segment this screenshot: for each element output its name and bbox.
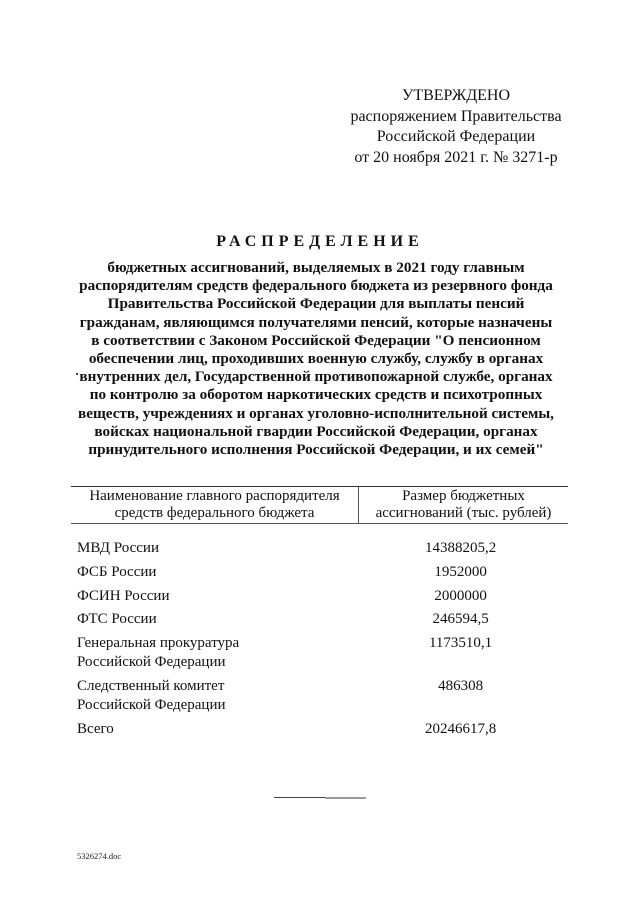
recipient-name: Генеральная прокуратура Российской Федерации xyxy=(77,635,240,670)
approval-line: распоряжением Правительства xyxy=(350,107,562,125)
subtitle-line: в соответствии с Законом Российской Федерации "О пенсионном xyxy=(91,331,541,349)
total-value: 20246617,8 xyxy=(424,721,497,738)
total-label: Всего xyxy=(77,721,114,738)
header-recipient xyxy=(71,487,359,523)
amount-value: 486308 xyxy=(438,678,484,695)
header-amount-line: ассигнований (тыс. рублей) xyxy=(375,505,552,521)
subtitle-line: гражданам, являющимся получателями пенсий, которые назначены xyxy=(79,313,553,331)
subtitle-line: распорядителям средств федерального бюджета из резервного фонда xyxy=(79,277,553,295)
subtitle-line: по контролю за оборотом наркотических средств и психотропных xyxy=(89,386,543,404)
table-row-total xyxy=(77,720,568,739)
approval-line: Российской Федерации xyxy=(376,128,536,145)
recipient-name: Следственный комитет Российской Федерации xyxy=(77,678,226,713)
document-filename: 5326274.doc xyxy=(77,851,122,861)
table-row xyxy=(77,539,568,558)
subtitle-line: принудительного исполнения Российской Федерации, и их семей" xyxy=(88,441,544,459)
subtitle-line: обеспечении лиц, проходивших военную службу, службу в органах xyxy=(88,350,544,368)
amount-value: 14388205,2 xyxy=(424,540,497,556)
table-row xyxy=(77,610,568,629)
header-recipient-line: средств федерального бюджета xyxy=(114,505,315,521)
amount-value: 2000000 xyxy=(434,587,487,604)
header-recipient-line: Наименование главного распорядителя xyxy=(89,488,340,504)
table-body xyxy=(77,539,568,744)
approval-stamp xyxy=(340,86,572,168)
recipient-name: МВД России xyxy=(77,540,159,556)
subtitle-line: внутренних дел, Государственной противопожарной службе, органах xyxy=(79,368,553,386)
header-amount-line: Размер бюджетных xyxy=(402,488,525,504)
subtitle-line: войсках национальной гвардии Российской Федерации, органах xyxy=(94,422,538,440)
table-header xyxy=(71,486,568,524)
table-row xyxy=(77,587,568,606)
approval-date-number: от 20 ноября 2021 г. № 3271-р xyxy=(354,148,558,166)
recipient-name: ФСБ России xyxy=(77,563,157,580)
table-row xyxy=(77,563,568,582)
subtitle-line: веществ, учреждениях и органах уголовно-исполнительной системы, xyxy=(78,404,554,422)
subtitle-line: Правительства Российской Федерации для выплаты пенсий xyxy=(107,295,525,313)
table-row xyxy=(77,677,568,714)
amount-value: 246594,5 xyxy=(432,611,489,628)
amount-value: 1173510,1 xyxy=(428,635,493,652)
document-title: РАСПРЕДЕЛЕНИЕ xyxy=(216,233,424,250)
subtitle-line: бюджетных ассигнований, выделяемых в 2021 году главным xyxy=(107,259,525,276)
document-subtitle xyxy=(60,259,572,459)
recipient-name: ФСИН России xyxy=(77,587,170,604)
closing-rule-scan-tail xyxy=(325,797,366,799)
header-amount xyxy=(359,487,568,523)
recipient-name: ФТС России xyxy=(77,611,157,628)
approval-heading: УТВЕРЖДЕНО xyxy=(401,87,510,104)
scan-artifact xyxy=(76,373,78,375)
amount-value: 1952000 xyxy=(434,563,487,580)
table-row xyxy=(77,634,568,671)
